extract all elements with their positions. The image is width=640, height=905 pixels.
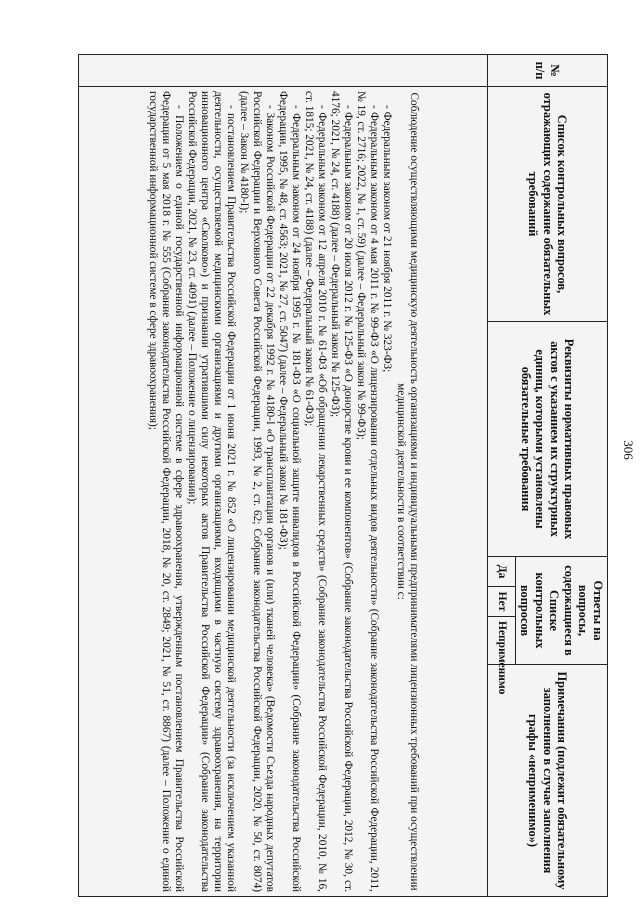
header-questions: Список контрольных вопросов, отражающих содержание обязательных требований (488, 87, 608, 322)
header-requisites: Реквизиты нормативных правовых актов с указанием их структурных единиц, которыми установлены обязательные требования (488, 322, 608, 557)
list-item: - Положением о единой государственной информационной системе в сфере здравоохранения, утвержденным постановлением Правительства Российской Федерации от 5 мая 2018 г. № 555 (Собрание законодательства Российской Федерации, 2018, № 20, ст. 2849; 2021, № 51, ст. 8867) (далее – Положение о единой государственной информационной системе в сфере здравоохранения); (146, 91, 185, 893)
header-notes: Примечания (подлежит обязательному заполнению в случае заполнения графы «неприменимо») (488, 665, 608, 897)
rotated-table-container (78, 54, 608, 896)
list-item: - Федеральным законом от 20 июля 2012 г. № 125-ФЗ «О донорстве крови и ее компонентов» (Собрание законодательства Российской Федерации, 2012, № 30, ст. 4176; 2021, № 24, ст. 4188) (далее – Федеральный закон № 125-ФЗ); (329, 91, 355, 893)
header-answer-na: Неприменимо (488, 617, 516, 665)
list-item: - Законом Российской Федерации от 22 декабря 1992 г. № 4180-I «О трансплантации органов и (или) тканей человека» (Ведомости Съезда народных депутатов Российской Федерации и Верховного Совета Российской Федерации, 1993, № 2, ст. 62; Собрание законодательства Российской Федерации, 2020, № 50, ст. 8074) (далее – Закон № 4180-I); (237, 91, 276, 893)
header-row (516, 55, 608, 897)
page-number: 306 (621, 440, 636, 460)
list-item: - Федеральным законом от 21 ноября 2011 г. № 323-ФЗ; (381, 105, 394, 373)
cell-number (79, 55, 488, 87)
header-answer-yes: Да (488, 557, 516, 587)
checklist-table (78, 54, 608, 897)
list-item: - постановлением Правительства Российской Федерации от 1 июня 2021 г. № 852 «О лицензировании медицинской деятельности (за исключением указанной деятельности, осуществляемой медицинскими организациями и другими организациями, входящими в частную систему здравоохранения, на территории инновационного центра «Сколково») и признании утратившими силу некоторых актов Правительства Российской Федерации» (Собрание законодательства Российской Федерации, 2021, № 23, ст. 4091) (далее – Положение о лицензировании); (185, 91, 237, 893)
header-answers: Ответы на вопросы, содержащиеся в Списке контрольных вопросов (516, 557, 608, 665)
list-item: - Федеральным законом от 24 ноября 1995 г. № 181-ФЗ «О социальной защите инвалидов в Российской Федерации» (Собрание законодательства Российской Федерации, 1995, № 48, ст. 4563; 2021, № 27, ст. 5047) (далее – Федеральный закон № 181-ФЗ); (277, 91, 303, 893)
merged-content-cell (79, 87, 488, 897)
section-lead: Соблюдение осуществляющими медицинскую деятельность организациями и индивидуальными предпринимателями лицензионных требований при осуществлении медицинской деятельности в соответствии с: (395, 92, 421, 891)
document-sheet (78, 54, 608, 896)
header-answer-no: Нет (488, 587, 516, 617)
table-row (79, 55, 488, 897)
header-number: № п/п (488, 55, 608, 87)
list-item: - Федеральным законом от 4 мая 2011 г. № 99-ФЗ «О лицензировании отдельных видов деятельности» (Собрание законодательства Российской Федерации, 2011, № 19, ст. 2716; 2022, № 1, ст. 59) (далее – Федеральный закон № 99-ФЗ); (355, 91, 381, 893)
list-item: - Федеральным законом от 12 апреля 2010 г. № 61-ФЗ «Об обращении лекарственных средств» (Собрание законодательства Российской Федерации, 2010, № 16, ст. 1815; 2021, № 24, ст. 4188) (далее – Федеральный закон № 61-ФЗ); (303, 91, 329, 893)
